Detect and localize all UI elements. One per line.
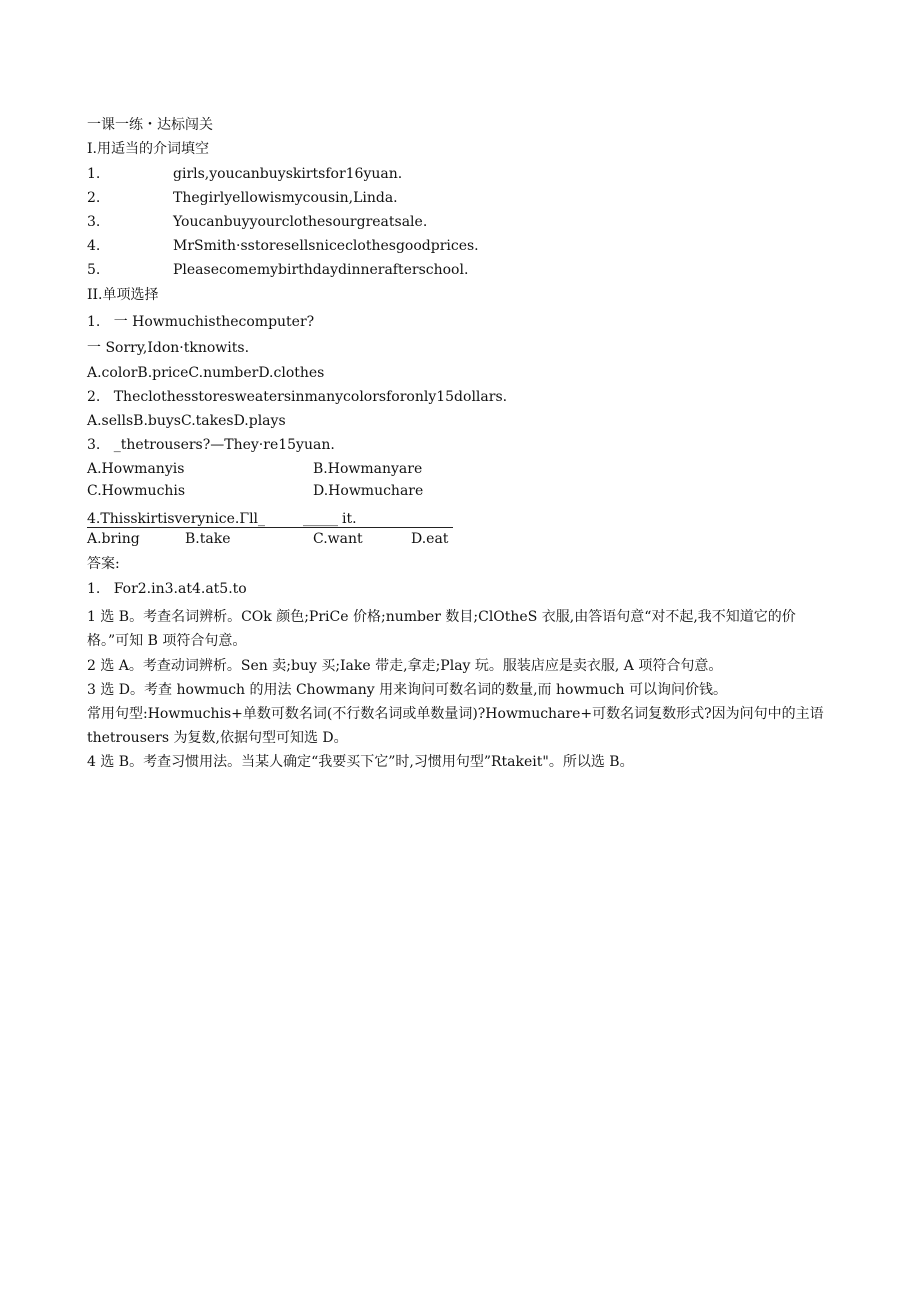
item-number: 3. [87, 214, 101, 230]
option-c: C.want [313, 531, 363, 547]
section1-title: I.用适当的介词填空 [87, 141, 209, 157]
fill-in-item: Pleasecomemybirthdaydinnerafterschool. [173, 262, 469, 278]
option-d: D.Howmuchare [313, 483, 424, 499]
fill-in-item: girls,youcanbuyskirtsfor16yuan. [173, 166, 403, 182]
explanation-3: 3 选 D。考查 howmuch 的用法 Chowmany 用来询问可数名词的数量,而 howmuch 可以询问价钱。 [87, 682, 728, 698]
option-c: C.Howmuchis [87, 483, 186, 499]
question-2: 2. Theclothesstoresweatersinmanycolorsforonly15dollars. [87, 389, 508, 405]
explanation-3-detail: 常用句型:Howmuchis+单数可数名词(不行数名词或单数量词)?Howmuchare+可数名词复数形式?因为问句中的主语 thetrousers 为复数,依据句型可知选 D。 [87, 706, 824, 746]
question-1-reply: 一 Sorry,Idon·tknowits. [87, 340, 250, 356]
question-4-prefix: 4.Thisskirtisverynice.Γll_ [87, 511, 266, 527]
question-2-options: A.sellsB.buysC.takesD.plays [87, 413, 286, 429]
answers-part1: 1. For2.in3.at4.at5.to [87, 581, 247, 597]
question-1: 1. 一 Howmuchisthecomputer? [87, 314, 315, 330]
question-4-blank: _____ [303, 511, 338, 527]
option-a: A.Howmanyis [87, 461, 185, 477]
option-a: A.bring [87, 531, 140, 547]
option-d: D.eat [411, 531, 449, 547]
fill-in-item: Thegirlyellowismycousin,Linda. [173, 190, 398, 206]
explanation-2: 2 选 A。考查动词辨析。Sen 卖;buy 买;Iake 带走,拿走;Play 玩。服装店应是卖衣服, A 项符合句意。 [87, 658, 723, 674]
option-b: B.take [185, 531, 231, 547]
item-number: 1. [87, 166, 101, 182]
question-3: 3. _thetrousers?—They·re15yuan. [87, 437, 335, 453]
fill-in-item: Youcanbuyyourclothesourgreatsale. [173, 214, 428, 230]
explanation-1: 1 选 B。考查名词辨析。COk 颜色;PriCe 价格;number 数目;ClOtheS 衣服,由答语句意“对不起,我不知道它的价格。”可知 B 项符合句意。 [87, 609, 796, 649]
item-number: 5. [87, 262, 101, 278]
page-heading: 一课一练・达标闯关 [87, 117, 213, 133]
explanation-4: 4 选 B。考查习惯用法。当某人确定“我要买下它”时,习惯用句型”Rtakeit"。所以选 B。 [87, 754, 634, 770]
question-4-suffix: it. [342, 511, 357, 527]
question-4-underline [87, 527, 453, 528]
fill-in-item: MrSmith·sstoresellsniceclothesgoodprices. [173, 238, 479, 254]
item-number: 2. [87, 190, 101, 206]
section2-title: II.单项选择 [87, 287, 159, 303]
answers-label: 答案: [87, 556, 120, 572]
item-number: 4. [87, 238, 101, 254]
option-b: B.Howmanyare [313, 461, 423, 477]
question-1-options: A.colorB.priceC.numberD.clothes [87, 365, 325, 381]
